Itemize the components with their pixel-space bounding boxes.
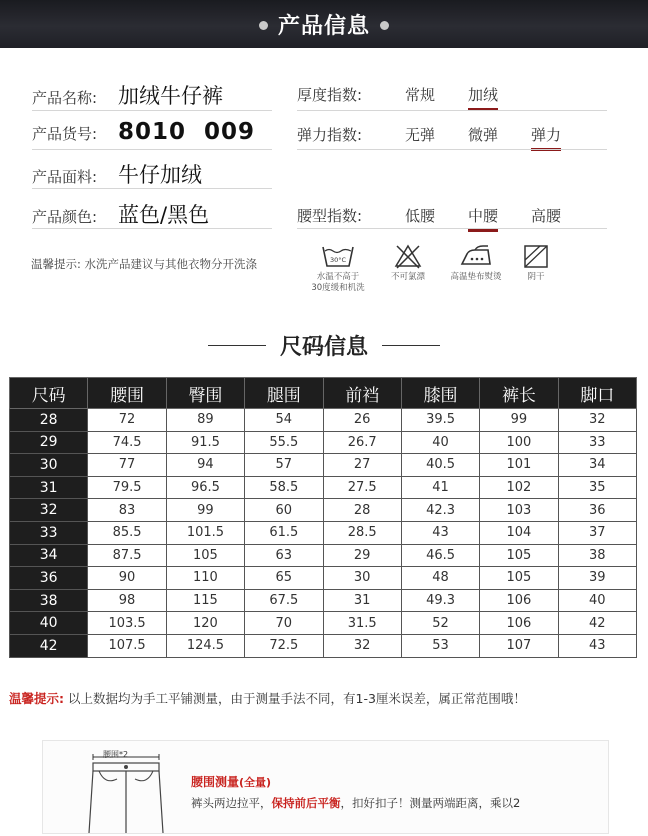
table-cell: 55.5: [245, 431, 323, 454]
title-dash: [382, 345, 440, 346]
table-cell: 40: [558, 589, 636, 612]
table-row: [10, 476, 637, 499]
note-body: 裤头两边拉平，保持前后平衡，扣好扣子！测量两端距离，乘以2: [191, 796, 521, 810]
title-dash: [208, 345, 266, 346]
diagram-label: 腰围*2: [103, 750, 129, 759]
size-cell: 42: [10, 634, 88, 657]
table-cell: 101: [480, 454, 558, 477]
spec-code: [32, 119, 255, 145]
table-cell: 29: [323, 544, 401, 567]
spec-value: 牛仔加绒: [118, 163, 202, 187]
table-cell: 58.5: [245, 476, 323, 499]
table-cell: 98: [88, 589, 166, 612]
dry-icon: [521, 243, 551, 269]
table-cell: 46.5: [401, 544, 479, 567]
table-header-row: [10, 378, 637, 409]
table-cell: 31.5: [323, 612, 401, 635]
size-section-title: [0, 330, 648, 361]
table-cell: 38: [558, 544, 636, 567]
spec-label: 产品颜色:: [32, 208, 98, 226]
divider: [297, 228, 607, 229]
table-cell: 32: [558, 409, 636, 432]
warning-label: 温馨提示:: [9, 691, 64, 706]
table-row: [10, 567, 637, 590]
table-cell: 91.5: [166, 431, 244, 454]
size-cell: 38: [10, 589, 88, 612]
table-cell: 65: [245, 567, 323, 590]
spec-value: 8010 009: [118, 119, 256, 145]
iron-icon: [458, 243, 494, 269]
table-cell: 104: [480, 521, 558, 544]
spec-name: [32, 80, 223, 110]
divider: [32, 110, 272, 111]
table-cell: 40: [401, 431, 479, 454]
index-option: 常规: [405, 86, 436, 104]
index-label: 厚度指数:: [297, 86, 363, 104]
table-row: [10, 544, 637, 567]
table-row: [10, 589, 637, 612]
table-cell: 105: [480, 544, 558, 567]
table-cell: 63: [245, 544, 323, 567]
care-wash: [303, 243, 373, 294]
table-header-cell: 裤长: [480, 378, 558, 409]
spec-label: 产品面料:: [32, 168, 98, 186]
table-cell: 30: [323, 567, 401, 590]
index-option-selected: 中腰: [468, 207, 499, 225]
table-cell: 89: [166, 409, 244, 432]
index-label: 腰型指数:: [297, 207, 363, 225]
care-label: 阴干: [527, 272, 545, 282]
table-cell: 43: [558, 634, 636, 657]
no-bleach-icon: [393, 243, 423, 269]
care-label: 不可氯漂: [390, 272, 425, 282]
table-cell: 105: [480, 567, 558, 590]
table-cell: 36: [558, 499, 636, 522]
table-cell: 49.3: [401, 589, 479, 612]
table-cell: 35: [558, 476, 636, 499]
header-banner: [0, 0, 648, 48]
index-option: 无弹: [405, 126, 436, 144]
table-cell: 27: [323, 454, 401, 477]
table-cell: 83: [88, 499, 166, 522]
table-cell: 87.5: [88, 544, 166, 567]
table-cell: 107.5: [88, 634, 166, 657]
spec-value: 加绒牛仔裤: [118, 84, 223, 108]
table-row: [10, 521, 637, 544]
table-cell: 32: [323, 634, 401, 657]
table-row: [10, 634, 637, 657]
table-header-cell: 腿围: [245, 378, 323, 409]
index-option: 高腰: [531, 207, 562, 225]
banner-title: [0, 9, 648, 40]
wash-30-icon: [320, 243, 356, 269]
divider: [32, 149, 272, 150]
table-cell: 48: [401, 567, 479, 590]
size-cell: 33: [10, 521, 88, 544]
size-cell: 28: [10, 409, 88, 432]
table-cell: 124.5: [166, 634, 244, 657]
size-table: [9, 377, 637, 658]
divider: [32, 188, 272, 189]
table-cell: 61.5: [245, 521, 323, 544]
waist-index: [297, 205, 594, 226]
table-cell: 26: [323, 409, 401, 432]
table-cell: 100: [480, 431, 558, 454]
table-cell: 77: [88, 454, 166, 477]
table-cell: 26.7: [323, 431, 401, 454]
table-cell: 28.5: [323, 521, 401, 544]
table-cell: 40.5: [401, 454, 479, 477]
table-cell: 31: [323, 589, 401, 612]
table-cell: 60: [245, 499, 323, 522]
table-header-cell: 腰围: [88, 378, 166, 409]
elasticity-index: [297, 124, 594, 145]
table-cell: 39.5: [401, 409, 479, 432]
size-cell: 40: [10, 612, 88, 635]
table-cell: 27.5: [323, 476, 401, 499]
wash-tip: 温馨提示: 水洗产品建议与其他衣物分开洗涤: [31, 257, 258, 271]
table-cell: 102: [480, 476, 558, 499]
table-cell: 79.5: [88, 476, 166, 499]
table-header-cell: 膝围: [401, 378, 479, 409]
table-header-cell: 前裆: [323, 378, 401, 409]
table-cell: 52: [401, 612, 479, 635]
table-header-cell: 尺码: [10, 378, 88, 409]
spec-label: 产品货号:: [32, 125, 98, 143]
table-cell: 103: [480, 499, 558, 522]
table-cell: 67.5: [245, 589, 323, 612]
measure-warning: [9, 689, 526, 707]
table-body: [10, 409, 637, 658]
table-cell: 101.5: [166, 521, 244, 544]
table-cell: 105: [166, 544, 244, 567]
table-row: [10, 499, 637, 522]
table-cell: 42.3: [401, 499, 479, 522]
table-row: [10, 409, 637, 432]
table-cell: 106: [480, 589, 558, 612]
table-cell: 33: [558, 431, 636, 454]
care-bleach: [373, 243, 443, 283]
table-cell: 41: [401, 476, 479, 499]
table-cell: 53: [401, 634, 479, 657]
table-cell: 39: [558, 567, 636, 590]
table-cell: 110: [166, 567, 244, 590]
table-cell: 103.5: [88, 612, 166, 635]
bullet-dot-icon: [259, 21, 268, 30]
table-cell: 34: [558, 454, 636, 477]
table-header-cell: 臀围: [166, 378, 244, 409]
note-heading: 腰围测量(全量): [191, 775, 272, 789]
index-option-selected: 加绒: [468, 86, 499, 104]
table-cell: 43: [401, 521, 479, 544]
table-cell: 120: [166, 612, 244, 635]
table-header-cell: 脚口: [558, 378, 636, 409]
table-cell: 96.5: [166, 476, 244, 499]
size-cell: 34: [10, 544, 88, 567]
divider: [297, 149, 607, 150]
table-cell: 90: [88, 567, 166, 590]
pants-diagram-icon: [63, 741, 183, 833]
table-cell: 107: [480, 634, 558, 657]
size-cell: 29: [10, 431, 88, 454]
spec-label: 产品名称:: [32, 89, 98, 107]
table-row: [10, 431, 637, 454]
table-cell: 72.5: [245, 634, 323, 657]
index-option: 微弹: [468, 126, 499, 144]
table-cell: 106: [480, 612, 558, 635]
spec-fabric: [32, 159, 202, 189]
svg-text:30°C: 30°C: [329, 256, 347, 264]
size-title-text: 尺码信息: [279, 335, 368, 360]
measure-note: [42, 740, 609, 834]
table-cell: 99: [480, 409, 558, 432]
care-dry: [501, 243, 571, 283]
table-cell: 57: [245, 454, 323, 477]
table-cell: 28: [323, 499, 401, 522]
table-cell: 85.5: [88, 521, 166, 544]
banner-title-text: 产品信息: [277, 14, 370, 39]
table-row: [10, 612, 637, 635]
table-cell: 70: [245, 612, 323, 635]
table-cell: 37: [558, 521, 636, 544]
table-cell: 54: [245, 409, 323, 432]
index-label: 弹力指数:: [297, 126, 363, 144]
size-cell: 32: [10, 499, 88, 522]
table-cell: 99: [166, 499, 244, 522]
size-cell: 30: [10, 454, 88, 477]
warning-text: 以上数据均为手工平铺测量，由于测量手法不同，有1-3厘米误差，属正常范围哦！: [67, 691, 526, 706]
care-label: 水温不高于 30度缓和机洗: [311, 272, 365, 293]
table-cell: 42: [558, 612, 636, 635]
thickness-index: [297, 84, 531, 105]
index-option-selected: 弹力: [531, 126, 562, 144]
table-cell: 72: [88, 409, 166, 432]
size-cell: 31: [10, 476, 88, 499]
index-option: 低腰: [405, 207, 436, 225]
spec-color: [32, 199, 209, 229]
bullet-dot-icon: [380, 21, 389, 30]
table-cell: 94: [166, 454, 244, 477]
spec-value: 蓝色/黑色: [118, 203, 210, 227]
table-cell: 74.5: [88, 431, 166, 454]
table-row: [10, 454, 637, 477]
divider: [32, 228, 272, 229]
size-cell: 36: [10, 567, 88, 590]
divider: [297, 110, 607, 111]
table-cell: 115: [166, 589, 244, 612]
care-label: 高温垫布熨烫: [450, 272, 502, 282]
